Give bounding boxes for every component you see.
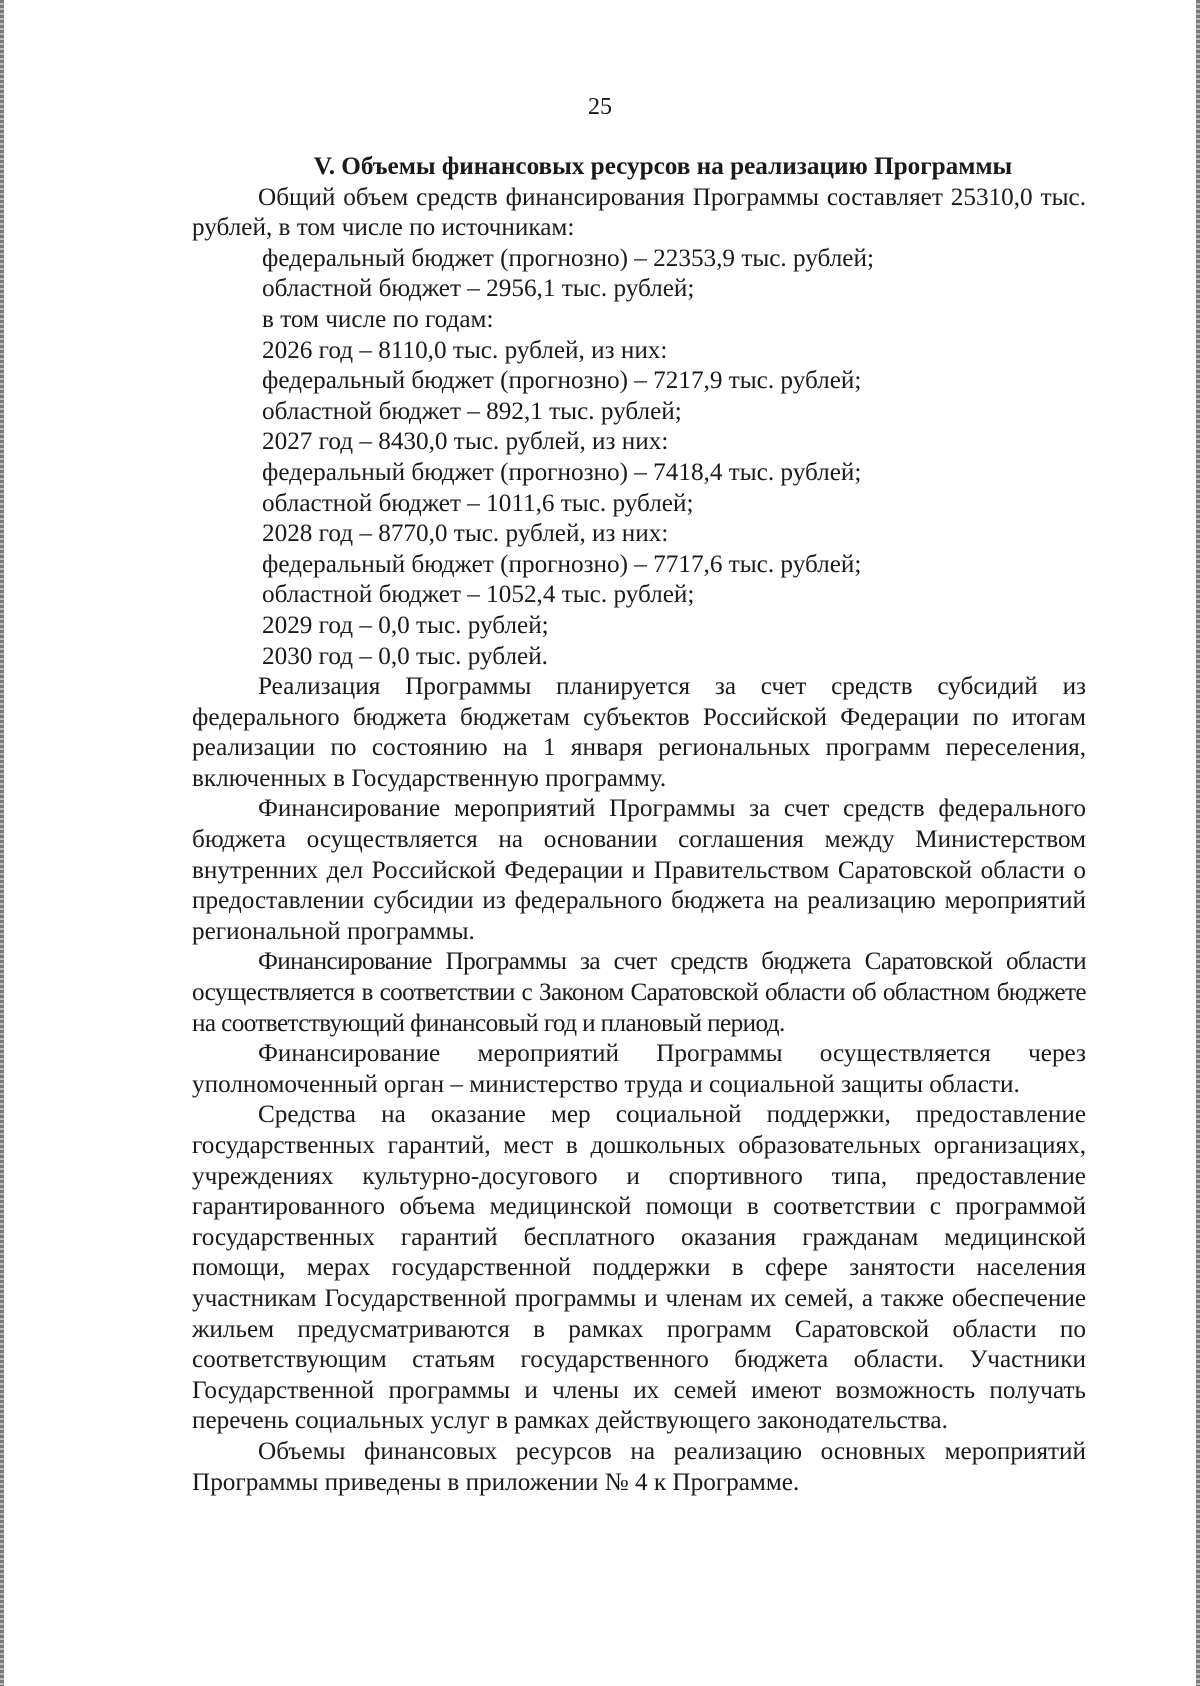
intro-paragraph: Общий объем средств финансирования Программы составляет 25310,0 тыс. рублей, в том числе по источникам: — [192, 183, 1086, 242]
paragraph-appendix-reference: Объемы финансовых ресурсов на реализацию основных мероприятий Программы приведены в приложении № 4 к Программе. — [192, 1437, 1086, 1496]
funding-line: 2029 год – 0,0 тыс. рублей; — [262, 611, 549, 639]
funding-line: областной бюджет – 1052,4 тыс. рублей; — [262, 581, 695, 609]
funding-line: областной бюджет – 892,1 тыс. рублей; — [262, 397, 682, 425]
funding-line: федеральный бюджет (прогнозно) – 7418,4 тыс. рублей; — [262, 458, 862, 486]
funding-line: в том числе по годам: — [262, 305, 494, 333]
paragraph-social-support: Средства на оказание мер социальной поддержки, предоставление государственных гарантий, мест в дошкольных образовательных организациях, учреждениях культурно-досугового и спортивного типа, предоставление гарантированного объема медицинской помощи в соответствии с программой государственных гарантий бесплатного оказания гражданам медицинской помощи, мерах государственной поддержки в сфере занятости населения участникам Государственной программы и членам их семей, а также обеспечение жильем предусматриваются в рамках программ Саратовской области по соответствующим статьям государственного бюджета области. Участники Государственной программы и члены их семей имеют возможность получать перечень социальных услуг в рамках действующего законодательства. — [192, 1101, 1086, 1435]
funding-line: федеральный бюджет (прогнозно) – 7717,6 тыс. рублей; — [262, 550, 862, 578]
paragraph-implementation: Реализация Программы планируется за счет средств субсидий из федерального бюджета бюджетам субъектов Российской Федерации по итогам реализации по состоянию на 1 января региональных программ переселения, включенных в Государственную программу. — [192, 673, 1086, 792]
document-body — [192, 152, 1086, 1498]
funding-line: областной бюджет – 1011,6 тыс. рублей; — [262, 489, 694, 517]
funding-line: федеральный бюджет (прогнозно) – 7217,9 тыс. рублей; — [262, 367, 862, 395]
funding-line: 2030 год – 0,0 тыс. рублей. — [262, 642, 548, 670]
funding-line: федеральный бюджет (прогнозно) – 22353,9 тыс. рублей; — [262, 244, 874, 272]
funding-line: областной бюджет – 2956,1 тыс. рублей; — [262, 275, 695, 303]
funding-line: 2027 год – 8430,0 тыс. рублей, из них: — [262, 428, 669, 456]
page-number: 25 — [588, 94, 612, 120]
section-heading: V. Объемы финансовых ресурсов на реализацию Программы — [313, 153, 1013, 180]
paragraph-federal-funding: Финансирование мероприятий Программы за счет средств федерального бюджета осуществляется на основании соглашения между Министерством внутренних дел Российской Федерации и Правительством Саратовской области о предоставлении субсидии из федерального бюджета на реализацию мероприятий региональной программы. — [192, 795, 1086, 945]
paragraph-regional-funding: Финансирование Программы за счет средств бюджета Саратовской области осуществляется в соответствии с Законом Саратовской области об областном бюджете на соответствующий финансовый год и плановый период. — [192, 948, 1086, 1037]
scan-edge-left — [0, 0, 4, 1686]
funding-line: 2028 год – 8770,0 тыс. рублей, из них: — [262, 520, 669, 548]
paragraph-authorized-body: Финансирование мероприятий Программы осуществляется через уполномоченный орган – министерство труда и социальной защиты области. — [192, 1040, 1086, 1098]
scan-edge-right — [1196, 0, 1200, 1686]
funding-line: 2026 год – 8110,0 тыс. рублей, из них: — [262, 336, 668, 364]
funding-list — [192, 244, 1086, 672]
